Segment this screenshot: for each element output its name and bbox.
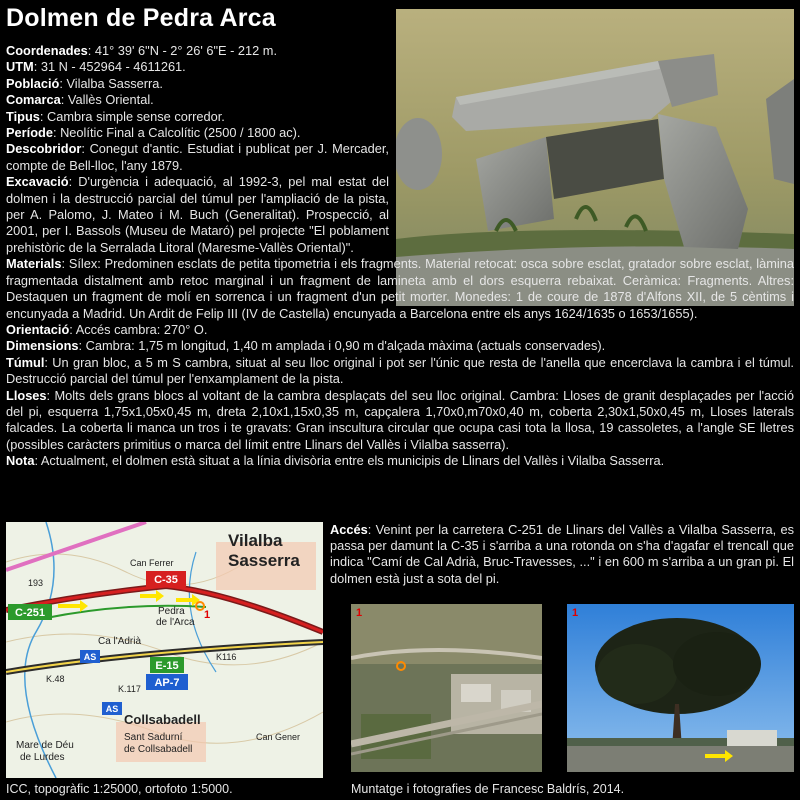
field-acces: Accés: Venint per la carretera C-251 de Llinars del Vallès a Vilalba Sasserra, es passa per damunt la C-35 i s'arriba a una rotonda on s'ha d'agafar el trencall que indica "Camí de Cal Adrià, Bruc-Travesses, ..." i en 600 m s'arriba a un gran pi. El dolmen està just a sota del pi.: [330, 522, 794, 586]
field-comarca: Comarca: Vallès Oriental.: [6, 92, 154, 108]
map-caption: ICC, topogràfic 1:25000, ortofoto 1:5000.: [6, 782, 233, 796]
as-label-1: AS: [83, 652, 97, 662]
field-nota: Nota: Actualment, el dolmen està situat a la línia divisòria entre els municipis de Llinars del Vallès i Vilalba Sasserra.: [6, 453, 665, 469]
collsabadell-label: Collsabadell: [124, 712, 201, 727]
pine-tree-photo: [567, 604, 794, 772]
sant-sadurni-label: Sant Sadurní: [124, 732, 183, 743]
c35-label: C-35: [154, 574, 178, 586]
field-utm: UTM: 31 N - 452964 - 4611261.: [6, 59, 186, 75]
field-orientacio: Orientació: Accés cambra: 270° O.: [6, 321, 208, 337]
access-text: [330, 522, 794, 587]
field-poblacio: Població: Vilalba Sasserra.: [6, 75, 163, 91]
can-gener-label: Can Gener: [256, 732, 301, 742]
field-lloses: Lloses: Molts dels grans blocs al voltant de la cambra desplaçats del seu lloc original. Cambra: Lloses de granit desplaçades per l'acció del pi, esquerra 1,75x1,05x0,45 m, dreta 2,10x1,15x0,35 m, capçalera 1,70x0,m70x0,40 m, coberta 2,30x1,50x0,45 m, Lloses laterals falcades. La coberta li manca un tros i te gravats: Gran inscultura circular que ocupa casi tota la llosa, 19 cassoletes, a l'angle SE lletres (possibles caràcters primitius o marca del límit entre Llinars del Vallès i Vilalba sasserra).: [6, 387, 794, 452]
orthophoto: [351, 604, 542, 772]
field-dimensions: Dimensions: Cambra: 1,75 m longitud, 1,40 m amplada i 0,90 m d'alçada màxima (actuals conservades).: [6, 338, 606, 354]
field-excavacio: Excavació: D'urgència i adequació, al 1992-3, pel mal estat del dolmen i la destrucció parcial del túmul per l'ampliació de la pista, per A. Palomo, J. Mateo i M. Buch (Generalitat). Prospecció, al 2001, per I. Bassols (Museu de Mataró) pel projecte "El poblament prehistòric de la Serralada Litoral (Maresme-Vallès Oriental)".: [6, 174, 389, 255]
ortho-marker-number: 1: [356, 607, 363, 619]
k48-label: K.48: [46, 674, 65, 684]
field-tipus: Tipus: Cambra simple sense corredor.: [6, 108, 225, 124]
pedra-label: Pedra: [158, 606, 185, 617]
mare-de-deu-label-2: de Lurdes: [20, 752, 65, 763]
field-periode: Període: Neolític Final a Calcolític (2500 / 1800 ac).: [6, 125, 301, 141]
can-ferrer-label: Can Ferrer: [130, 558, 174, 568]
k116-label: K116: [216, 652, 237, 662]
photo-credit-caption: Muntatge i fotografies de Francesc Baldrís, 2014.: [351, 782, 625, 796]
town-label-2: Sasserra: [228, 551, 300, 570]
as-label-2: AS: [105, 704, 119, 714]
sant-sadurni-label-2: de Collsabadell: [124, 744, 193, 755]
field-coordenades: Coordenades: 41° 39' 6"N - 2° 26' 6"E - 212 m.: [6, 43, 278, 58]
e15-label: E-15: [155, 660, 179, 672]
description-text: [6, 43, 794, 470]
town-label: Vilalba: [228, 531, 283, 550]
mare-de-deu-label: Mare de Déu: [16, 740, 74, 751]
c251-label: C-251: [15, 607, 45, 619]
k117-label: K.117: [118, 684, 141, 694]
topographic-map: [6, 522, 323, 778]
pedra-label-2: de l'Arca: [156, 617, 195, 628]
page-title: Dolmen de Pedra Arca: [6, 4, 276, 32]
field-materials: Materials: Sílex: Predominen esclats de petita tipometria i els fragments. Material retocat: osca sobre esclat, gratador sobre esclat, làmina fragmentada distalment amb retoc marginal i un fragment de lamineta amb el dors esquerra rebaixat. Ceràmica: Fragments. Altres: Destaquen un fragment de molí en sorrenca i un fragment d'un petit morter. Monedes: 1 de coure de 1878 d'Alfons XII, de 5 cèntims i encunyada a Madrid. Un Ardit de Felip III (IV de Castella) encunyada a Barcelona entre els anys 1624/1635 o 1653/1655).: [6, 256, 794, 321]
tree-marker-number: 1: [572, 607, 579, 619]
map-marker-number: 1: [204, 609, 211, 621]
ap7-label: AP-7: [154, 677, 180, 689]
field-descobridor: Descobridor: Conegut d'antic. Estudiat i publicat per J. Mercader, compte de Bell-lloc, l'any 1879.: [6, 141, 389, 173]
cal-adria-label: Ca l'Adrià: [98, 636, 142, 647]
n193-label: 193: [28, 578, 44, 588]
field-tumul: Túmul: Un gran bloc, a 5 m S cambra, situat al seu lloc original i pot ser l'únic que resta de l'anella que encerclava la cambra i el túmul. Destrucció parcial del túmul per l'enxamplament de la pista.: [6, 354, 794, 387]
